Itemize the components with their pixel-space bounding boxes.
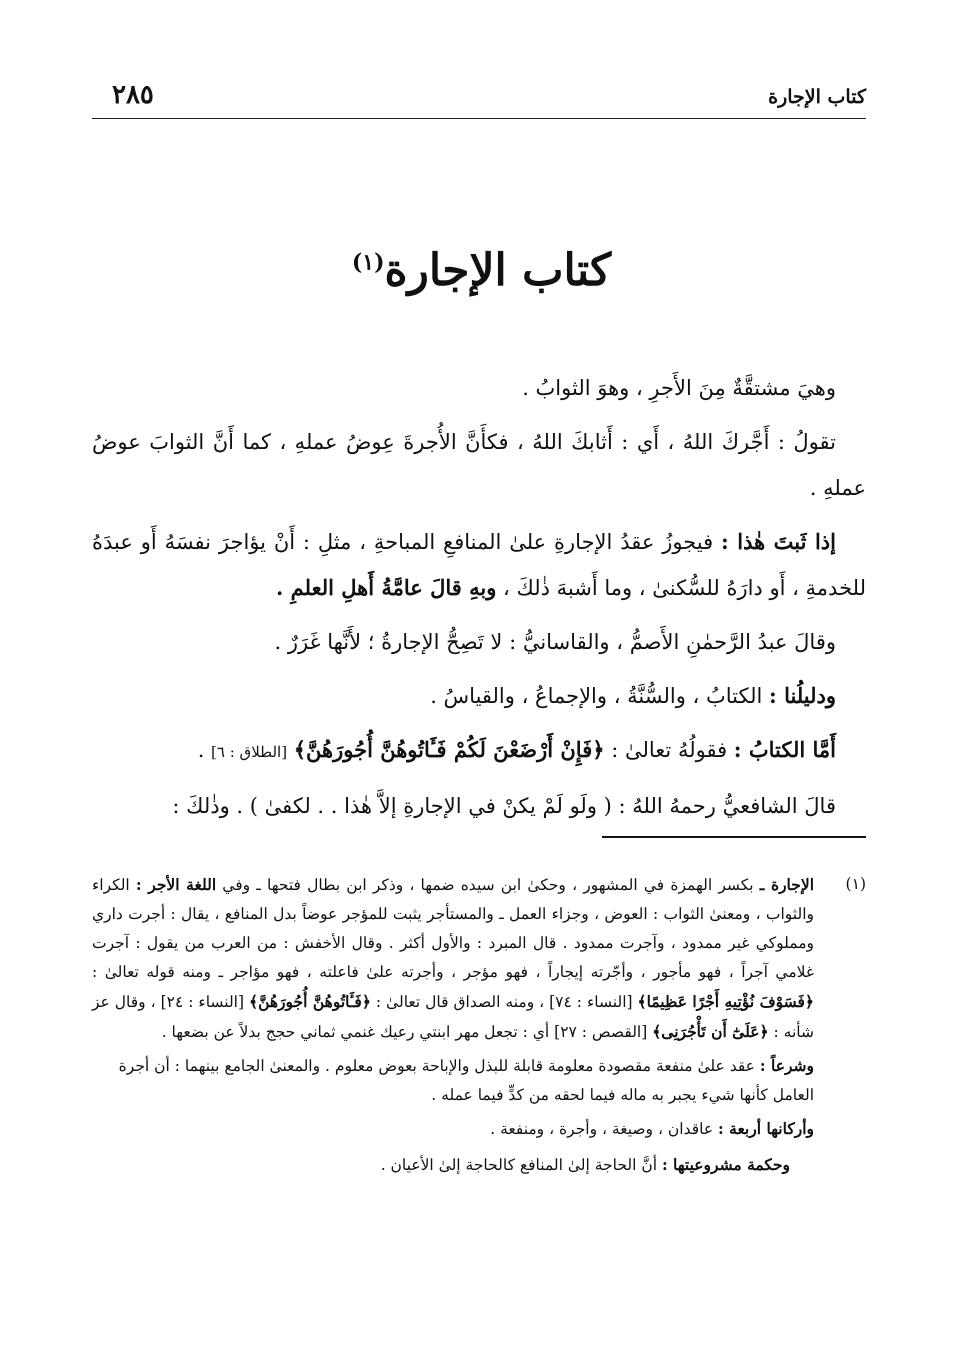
quran-verse: ﴿فَإِنْ أَرْضَعْنَ لَكُمْ فَـَٔاتُوهُنَّ أُجُورَهُنَّ﴾ — [293, 737, 605, 762]
footnote-item — [92, 870, 866, 1047]
footnote-text: [النساء : ٧٤] ، ومنه الصداق قال تعالىٰ : — [370, 993, 638, 1011]
footnotes — [92, 870, 866, 1180]
footnote-number: (١) — [845, 875, 866, 893]
paragraph-body: فيجوزُ عقدُ الإجارةِ علىٰ المنافعِ المباحةِ ، مثلِ : أَنْ يؤاجرَ نفسَهُ أَو عبدَهُ للخدمةِ ، أَو دارَهُ للسُّكنىٰ ، وما أَشبهَ ذٰلكَ ، — [92, 530, 866, 600]
paragraph-quran — [92, 727, 866, 775]
paragraph-emphasis: وبهِ قالَ عامَّةُ أَهلِ العلمِ . — [276, 575, 497, 600]
footnote-wisdom — [92, 1150, 866, 1180]
main-text — [92, 365, 866, 837]
footnote-text: أنَّ الحاجة إلىٰ المنافع كالحاجة إلىٰ الأعيان . — [380, 1156, 662, 1174]
footnote-text: [النساء : ٢٤] ، وقال عز شأنه : — [92, 993, 814, 1041]
footnote-text: عاقدان ، وصيغة ، وأجرة ، ومنفعة . — [490, 1120, 719, 1138]
paragraph-lead: أَمَّا الكتابُ : — [733, 737, 836, 762]
footnote-lead: اللغة الأجر : — [135, 875, 217, 894]
footnote-lead: الإجارة ـ — [759, 875, 814, 894]
page-header — [92, 80, 866, 119]
chapter-title-text: كتاب الإجارة — [384, 245, 612, 296]
paragraph-dissent: وقالَ عبدُ الرَّحمٰنِ الأَصمُّ ، والقاسانيُّ : لا تَصِحُّ الإجارةُ ؛ لأَنَّها غَرَرٌ . — [274, 630, 836, 654]
quran-verse: ﴿فَسَوْفَ نُؤْتِيهِ أَجْرًا عَظِيمًا﴾ — [637, 992, 814, 1011]
footnote-separator — [602, 836, 866, 838]
footnote-reference[interactable]: (١) — [351, 249, 385, 276]
paragraph-lead: إذا ثَبتَ هٰذا : — [721, 529, 836, 554]
verse-source: [الطلاق : ٦] — [211, 743, 288, 761]
footnote-text: عقد علىٰ منفعة مقصودة معلومة قابلة للبذل والإباحة بعوض معلوم . والمعنىٰ الجامع بينهما : أن أجرة العامل كأنها شيء يجبر به ماله فيما لحقه من كدٍّ فيما عمله . — [118, 1057, 814, 1104]
paragraph-body: فقولُهُ تعالىٰ : — [604, 738, 734, 762]
page-number: ٢٨٥ — [112, 80, 154, 110]
paragraph-shafii: قالَ الشافعيُّ رحمهُ اللهُ : ( ولَو لَمْ يكنْ في الإجارةِ إلاَّ هٰذا . . لكفىٰ ) . وذٰلكَ : — [172, 794, 836, 818]
footnote-pillars — [92, 1114, 866, 1144]
footnote-lead: وشرعاً : — [759, 1056, 814, 1075]
quran-verse: ﴿عَلَىٰٓ أَن تَأْجُرَنِى﴾ — [652, 1022, 769, 1041]
paragraph-end: . — [197, 738, 212, 762]
paragraph-ruling — [92, 519, 866, 611]
paragraph-lead: ودليلُنا : — [769, 683, 836, 708]
quran-verse: ﴿فَـَٔاتُوهُنَّ أُجُورَهُنَّ﴾ — [248, 992, 371, 1011]
footnote-lead: وحكمة مشروعيتها : — [661, 1155, 790, 1174]
paragraph-body: الكتابُ ، والسُّنَّةُ ، والإجماعُ ، والقياسُ . — [430, 684, 770, 708]
running-title: كتاب الإجارة — [768, 86, 866, 108]
paragraph-evidence — [92, 673, 866, 719]
footnote-text: بكسر الهمزة في المشهور ، وحكىٰ ابن سيده ضمها ، وذكر ابن بطال فتحها ـ وفي — [216, 876, 760, 894]
paragraph-etymology: تقولُ : أَجَّركَ اللهُ ، أَي : أَثابكَ اللهُ ، فكأَنَّ الأُجرةَ عِوضُ عملهِ ، كما أَنَّ الثوابَ عوضُ عملهِ . — [92, 430, 866, 500]
footnote-text: [القصص : ٢٧] أي : تجعل مهر ابنتي رعيك غنمي ثماني حجج بدلاً عن بضعها . — [161, 1023, 653, 1041]
paragraph-definition: وهيَ مشتقَّةٌ مِنَ الأَجرِ ، وهوَ الثوابُ . — [522, 376, 836, 400]
chapter-title — [0, 245, 963, 296]
footnote-lead: وأركانها أربعة : — [718, 1119, 814, 1138]
footnote-definition — [92, 1051, 866, 1110]
footnote-text: الكراء والثواب ، ومعنىٰ الثواب : العوض ، وجزاء العمل ـ والمستأجر يثبت للمؤجر عوضاً بدل المنافع ، يقال : أجرت داري ومملوكي غير ممدود ، وآجرت ممدود . قال المبرد : والأول أكثر . وقال الأخفش : من العرب من يقول : آجرت غلامي آجراً ، فهو مأجور ، وأجّرته إيجاراً ، فهو مؤجر ، وأجرته علىٰ فاعلته ، فهو مؤاجر ـ ومنه قوله تعالىٰ : — [92, 876, 814, 981]
